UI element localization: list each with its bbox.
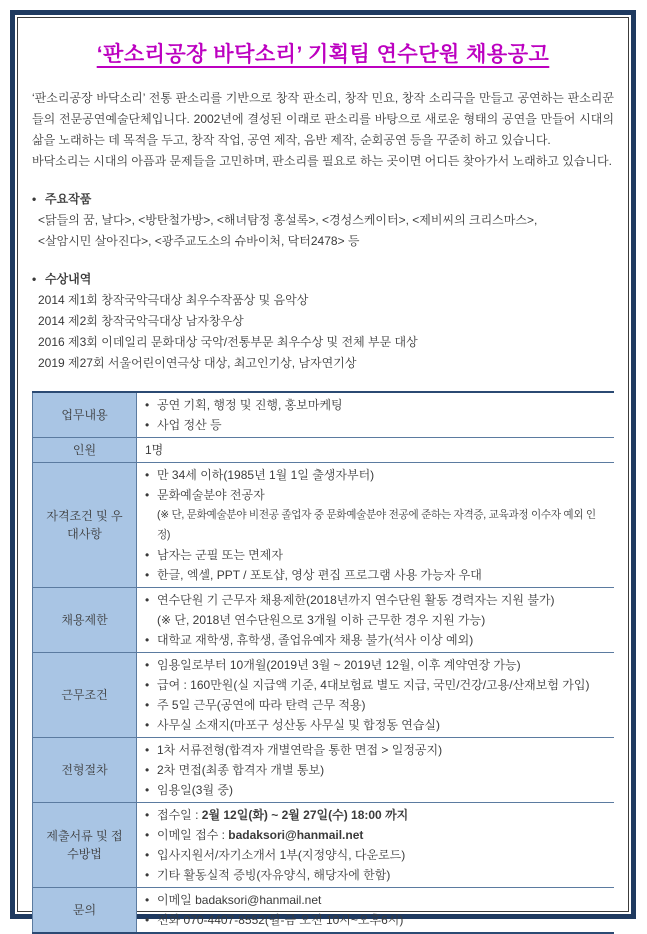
item-line xyxy=(145,695,608,715)
item-line xyxy=(145,675,608,695)
text-segment: 입사지원서/자기소개서 1부(지정양식, 다운로드) xyxy=(157,848,406,862)
text-segment: 남자는 군필 또는 면제자 xyxy=(157,548,283,562)
page-border-frame xyxy=(10,10,636,927)
bullet-icon: • xyxy=(145,848,150,862)
bullet-icon: • xyxy=(145,743,150,757)
section xyxy=(32,189,614,252)
bullet-icon: • xyxy=(145,658,150,672)
text-segment: 2차 면접(최종 합격자 개별 통보) xyxy=(157,763,325,777)
item-line xyxy=(145,805,608,825)
text-segment: 임용일로부터 10개월(2019년 3월 ~ 2019년 12월, 이후 계약연장 가능) xyxy=(157,658,521,672)
bullet-icon: • xyxy=(145,893,150,907)
row-label: 채용제한 xyxy=(33,588,137,653)
row-label: 제출서류 및 접수방법 xyxy=(33,803,137,888)
item-line xyxy=(145,630,608,650)
section-line: 2019 제27회 서울어린이연극상 대상, 최고인기상, 남자연기상 xyxy=(38,356,357,370)
bullet-icon: • xyxy=(145,633,150,647)
text-segment: 만 34세 이하(1985년 1월 1일 출생자부터) xyxy=(157,468,375,482)
table-row xyxy=(33,738,615,803)
bullet-icon: • xyxy=(145,678,150,692)
item-line xyxy=(145,465,608,485)
row-label: 근무조건 xyxy=(33,653,137,738)
item-line xyxy=(145,485,608,505)
text-segment: 전화 070-4407-8552(월-금 오전 10시~오후6시) xyxy=(157,913,404,927)
section-heading xyxy=(32,189,614,210)
row-label: 업무내용 xyxy=(33,392,137,438)
item-line xyxy=(145,890,608,910)
item-line xyxy=(145,415,608,435)
note-line xyxy=(145,610,608,630)
bullet-icon: • xyxy=(145,783,150,797)
text-segment: 문화예술분야 전공자 xyxy=(157,488,265,502)
item-line xyxy=(145,715,608,735)
text-segment: 주 5일 근무(공연에 따라 탄력 근무 적용) xyxy=(157,698,366,712)
row-content xyxy=(137,803,615,888)
note-line xyxy=(145,505,608,545)
row-content xyxy=(137,463,615,588)
section-heading-label: 수상내역 xyxy=(45,272,92,286)
bullet-icon: • xyxy=(145,718,150,732)
item-line xyxy=(145,825,608,845)
item-line xyxy=(145,910,608,930)
text-segment: 사무실 소재지(마포구 성산동 사무실 및 합정동 연습실) xyxy=(157,718,441,732)
bullet-icon: • xyxy=(32,192,37,206)
recruitment-details-table xyxy=(32,391,614,934)
section-line: 2016 제3회 이데일리 문화대상 국악/전통부문 최우수상 및 전체 부문 대상 xyxy=(38,335,418,349)
bullet-icon: • xyxy=(145,468,150,482)
bullet-icon: • xyxy=(145,828,150,842)
notice-title: ‘판소리공장 바닥소리’ 기획팀 연수단원 채용공고 xyxy=(96,43,550,66)
section-line: 2014 제2회 창작국악극대상 남자창우상 xyxy=(38,314,244,328)
item-line xyxy=(145,865,608,885)
section-line: <살암시민 살아진다>, <광주교도소의 슈바이처, 닥터2478> 등 xyxy=(38,234,360,248)
text-segment: 이메일 badaksori@hanmail.net xyxy=(157,893,322,907)
item-line xyxy=(145,760,608,780)
bullet-icon: • xyxy=(32,272,37,286)
bullet-icon: • xyxy=(145,568,150,582)
bullet-icon: • xyxy=(145,593,150,607)
row-label: 문의 xyxy=(33,888,137,934)
text-segment: (※ 단, 2018년 연수단원으로 3개월 이하 근무한 경우 지원 가능) xyxy=(157,613,486,627)
section-heading xyxy=(32,269,614,290)
text-segment: 이메일 접수 : xyxy=(157,828,229,842)
item-line xyxy=(145,440,608,460)
table-row xyxy=(33,438,615,463)
text-segment: 사업 정산 등 xyxy=(157,418,222,432)
item-line xyxy=(145,655,608,675)
table-row xyxy=(33,463,615,588)
text-segment: 공연 기획, 행정 및 진행, 홍보마케팅 xyxy=(157,398,343,412)
item-line xyxy=(145,780,608,800)
section-heading-label: 주요작품 xyxy=(45,192,92,206)
item-line xyxy=(145,740,608,760)
row-label: 자격조건 및 우대사항 xyxy=(33,463,137,588)
intro-paragraph: ‘판소리공장 바닥소리’ 전통 판소리를 기반으로 창작 판소리, 창작 민요, 창작 소리극을 만들고 공연하는 판소리꾼들의 전문공연예술단체입니다. 2002년에 결성된 이래로 판소리를 바탕으로 새로운 형태의 공연을 만들어 시대의 삶을 노래하는 데 목적을 두고, 창작 작업, 공연 제작, 음반 제작, 순회공연 등을 꾸준히 하고 있습니다. xyxy=(32,91,614,147)
text-segment: 1명 xyxy=(145,443,164,457)
table-row xyxy=(33,588,615,653)
text-segment: 대학교 재학생, 휴학생, 졸업유예자 채용 불가(석사 이상 예외) xyxy=(157,633,474,647)
bullet-icon: • xyxy=(145,698,150,712)
bullet-icon: • xyxy=(145,488,150,502)
row-content xyxy=(137,438,615,463)
text-segment: 기타 활동실적 증빙(자유양식, 해당자에 한함) xyxy=(157,868,391,882)
text-segment: (※ 단, 문화예술분야 비전공 졸업자 중 문화예술분야 전공에 준하는 자격증, 교육과정 이수자 예외 인정) xyxy=(157,509,596,541)
item-line xyxy=(145,395,608,415)
item-line xyxy=(145,590,608,610)
bullet-icon: • xyxy=(145,398,150,412)
table-row xyxy=(33,653,615,738)
text-segment: 2월 12일(화) ~ 2월 27일(수) 18:00 까지 xyxy=(201,808,409,822)
text-segment: 연수단원 기 근무자 채용제한(2018년까지 연수단원 활동 경력자는 지원 불가) xyxy=(157,593,555,607)
row-content xyxy=(137,888,615,934)
row-content xyxy=(137,653,615,738)
bullet-icon: • xyxy=(145,548,150,562)
bullet-icon: • xyxy=(145,418,150,432)
text-segment: 임용일(3월 중) xyxy=(157,783,233,797)
text-segment: 접수일 : xyxy=(157,808,202,822)
notice-document xyxy=(17,17,629,927)
row-content xyxy=(137,738,615,803)
intro-text xyxy=(32,88,614,172)
bullet-icon: • xyxy=(145,868,150,882)
section xyxy=(32,269,614,374)
bullet-icon: • xyxy=(145,913,150,927)
item-line xyxy=(145,565,608,585)
row-label: 전형절차 xyxy=(33,738,137,803)
table-row xyxy=(33,392,615,438)
table-row xyxy=(33,803,615,888)
intro-paragraph: 바닥소리는 시대의 아픔과 문제들을 고민하며, 판소리를 필요로 하는 곳이면 어디든 찾아가서 노래하고 있습니다. xyxy=(32,154,612,168)
text-segment: badaksori@hanmail.net xyxy=(228,828,364,842)
sections-container xyxy=(32,189,614,374)
text-segment: 한글, 엑셀, PPT / 포토샵, 영상 편집 프로그램 사용 가능자 우대 xyxy=(157,568,482,582)
item-line xyxy=(145,845,608,865)
item-line xyxy=(145,545,608,565)
row-label: 인원 xyxy=(33,438,137,463)
row-content xyxy=(137,588,615,653)
section-line: <닭들의 꿈, 날다>, <방탄철가방>, <해녀탐정 홍설록>, <경성스케이터>, <제비씨의 크리스마스>, xyxy=(38,213,538,227)
text-segment: 1차 서류전형(합격자 개별연락을 통한 면접 > 일정공지) xyxy=(157,743,443,757)
table-row xyxy=(33,888,615,934)
section-line: 2014 제1회 창작국악극대상 최우수작품상 및 음악상 xyxy=(38,293,309,307)
bullet-icon: • xyxy=(145,763,150,777)
row-content xyxy=(137,392,615,438)
bullet-icon: • xyxy=(145,808,150,822)
text-segment: 급여 : 160만원(실 지급액 기준, 4대보험료 별도 지급, 국민/건강/고용/산재보험 가입) xyxy=(157,678,590,692)
